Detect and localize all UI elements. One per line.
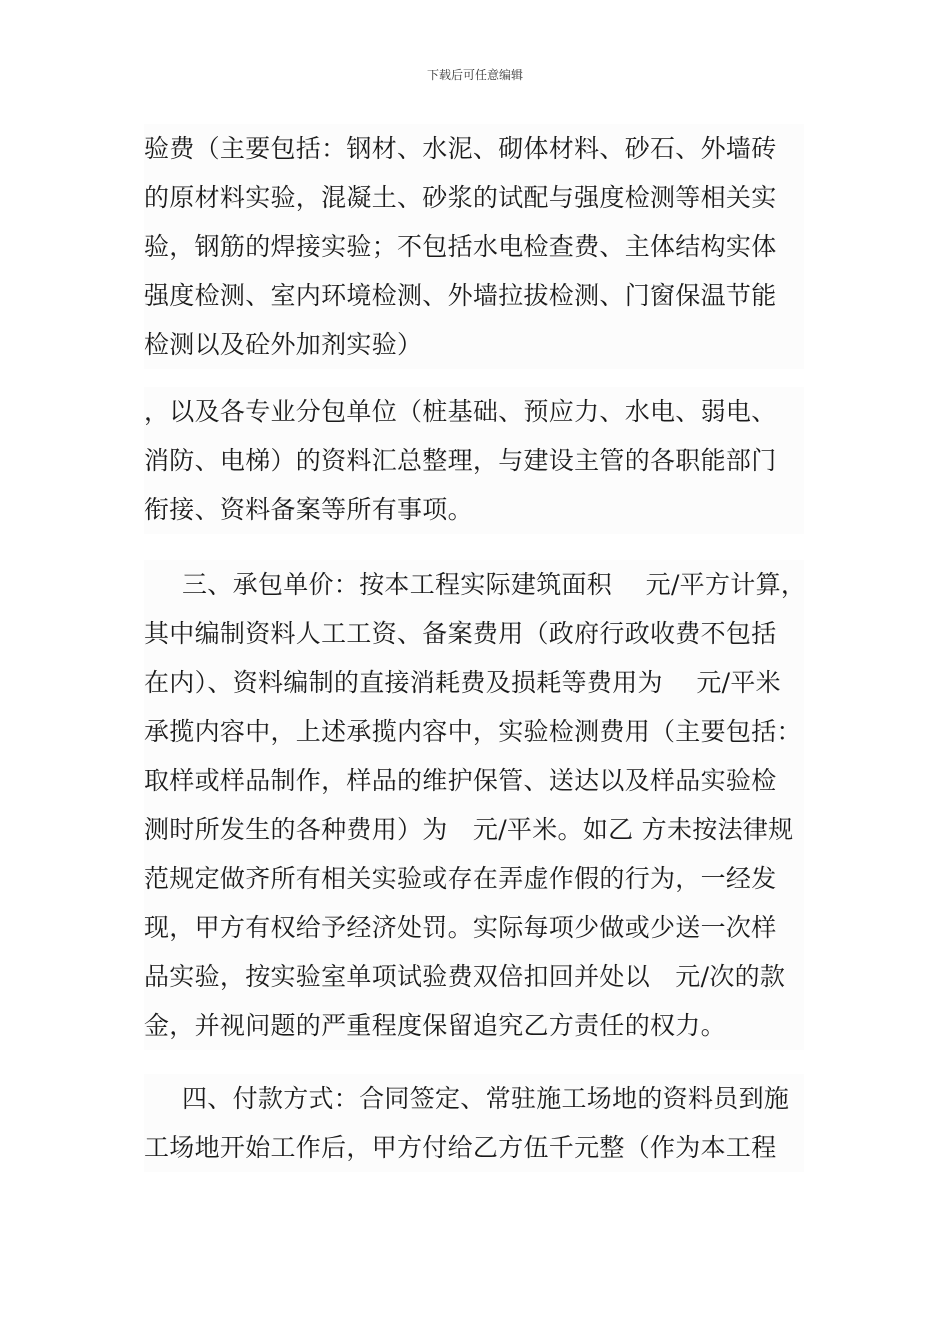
- text-line: 承揽内容中，上述承揽内容中，实验检测费用（主要包括：: [144, 717, 802, 746]
- text-line: 三、承包单价：按本工程实际建筑面积 元/平方计算，: [182, 570, 807, 599]
- paragraph-lab-fees: [144, 124, 804, 369]
- text-line: 品实验，按实验室单项试验费双倍扣回并处以 元/次的款: [144, 962, 786, 991]
- text-line: 取样或样品制作，样品的维护保管、送达以及样品实验检: [144, 766, 777, 795]
- document-body: [144, 124, 807, 1172]
- text-line: 测时所发生的各种费用）为 元/平米。如乙 方未按法律规: [144, 815, 794, 844]
- text-line: 衔接、资料备案等所有事项。: [144, 495, 473, 524]
- text-line: 范规定做齐所有相关实验或存在弄虚作假的行为，一经发: [144, 864, 777, 893]
- text-line: 验，钢筋的焊接实验；不包括水电检查费、主体结构实体: [144, 232, 777, 261]
- paragraph-unit-price: [144, 560, 807, 1050]
- text-line: 消防、电梯）的资料汇总整理，与建设主管的各职能部门: [144, 446, 777, 475]
- text-line: 金，并视问题的严重程度保留追究乙方责任的权力。: [144, 1011, 726, 1040]
- paragraph-subcontractors: [144, 387, 804, 534]
- text-line: 的原材料实验，混凝土、砂浆的试配与强度检测等相关实: [144, 183, 777, 212]
- page-header: 下载后可任意编辑: [426, 68, 523, 82]
- text-line: 现，甲方有权给予经济处罚。实际每项少做或少送一次样: [144, 913, 777, 942]
- text-line: 工场地开始工作后，甲方付给乙方伍千元整（作为本工程: [144, 1133, 777, 1162]
- text-line: 强度检测、室内环境检测、外墙拉拔检测、门窗保温节能: [144, 281, 777, 310]
- text-line: 验费（主要包括：钢材、水泥、砌体材料、砂石、外墙砖: [144, 134, 777, 163]
- paragraph-payment-method: [144, 1074, 804, 1172]
- text-line: 检测以及砼外加剂实验）: [144, 330, 423, 359]
- text-line: ，以及各专业分包单位（桩基础、预应力、水电、弱电、: [144, 397, 777, 426]
- text-line: 其中编制资料人工工资、备案费用（政府行政收费不包括: [144, 619, 777, 648]
- text-line: 四、付款方式：合同签定、常驻施工场地的资料员到施: [182, 1084, 790, 1113]
- text-line: 在内）、资料编制的直接消耗费及损耗等费用为 元/平米: [144, 668, 781, 697]
